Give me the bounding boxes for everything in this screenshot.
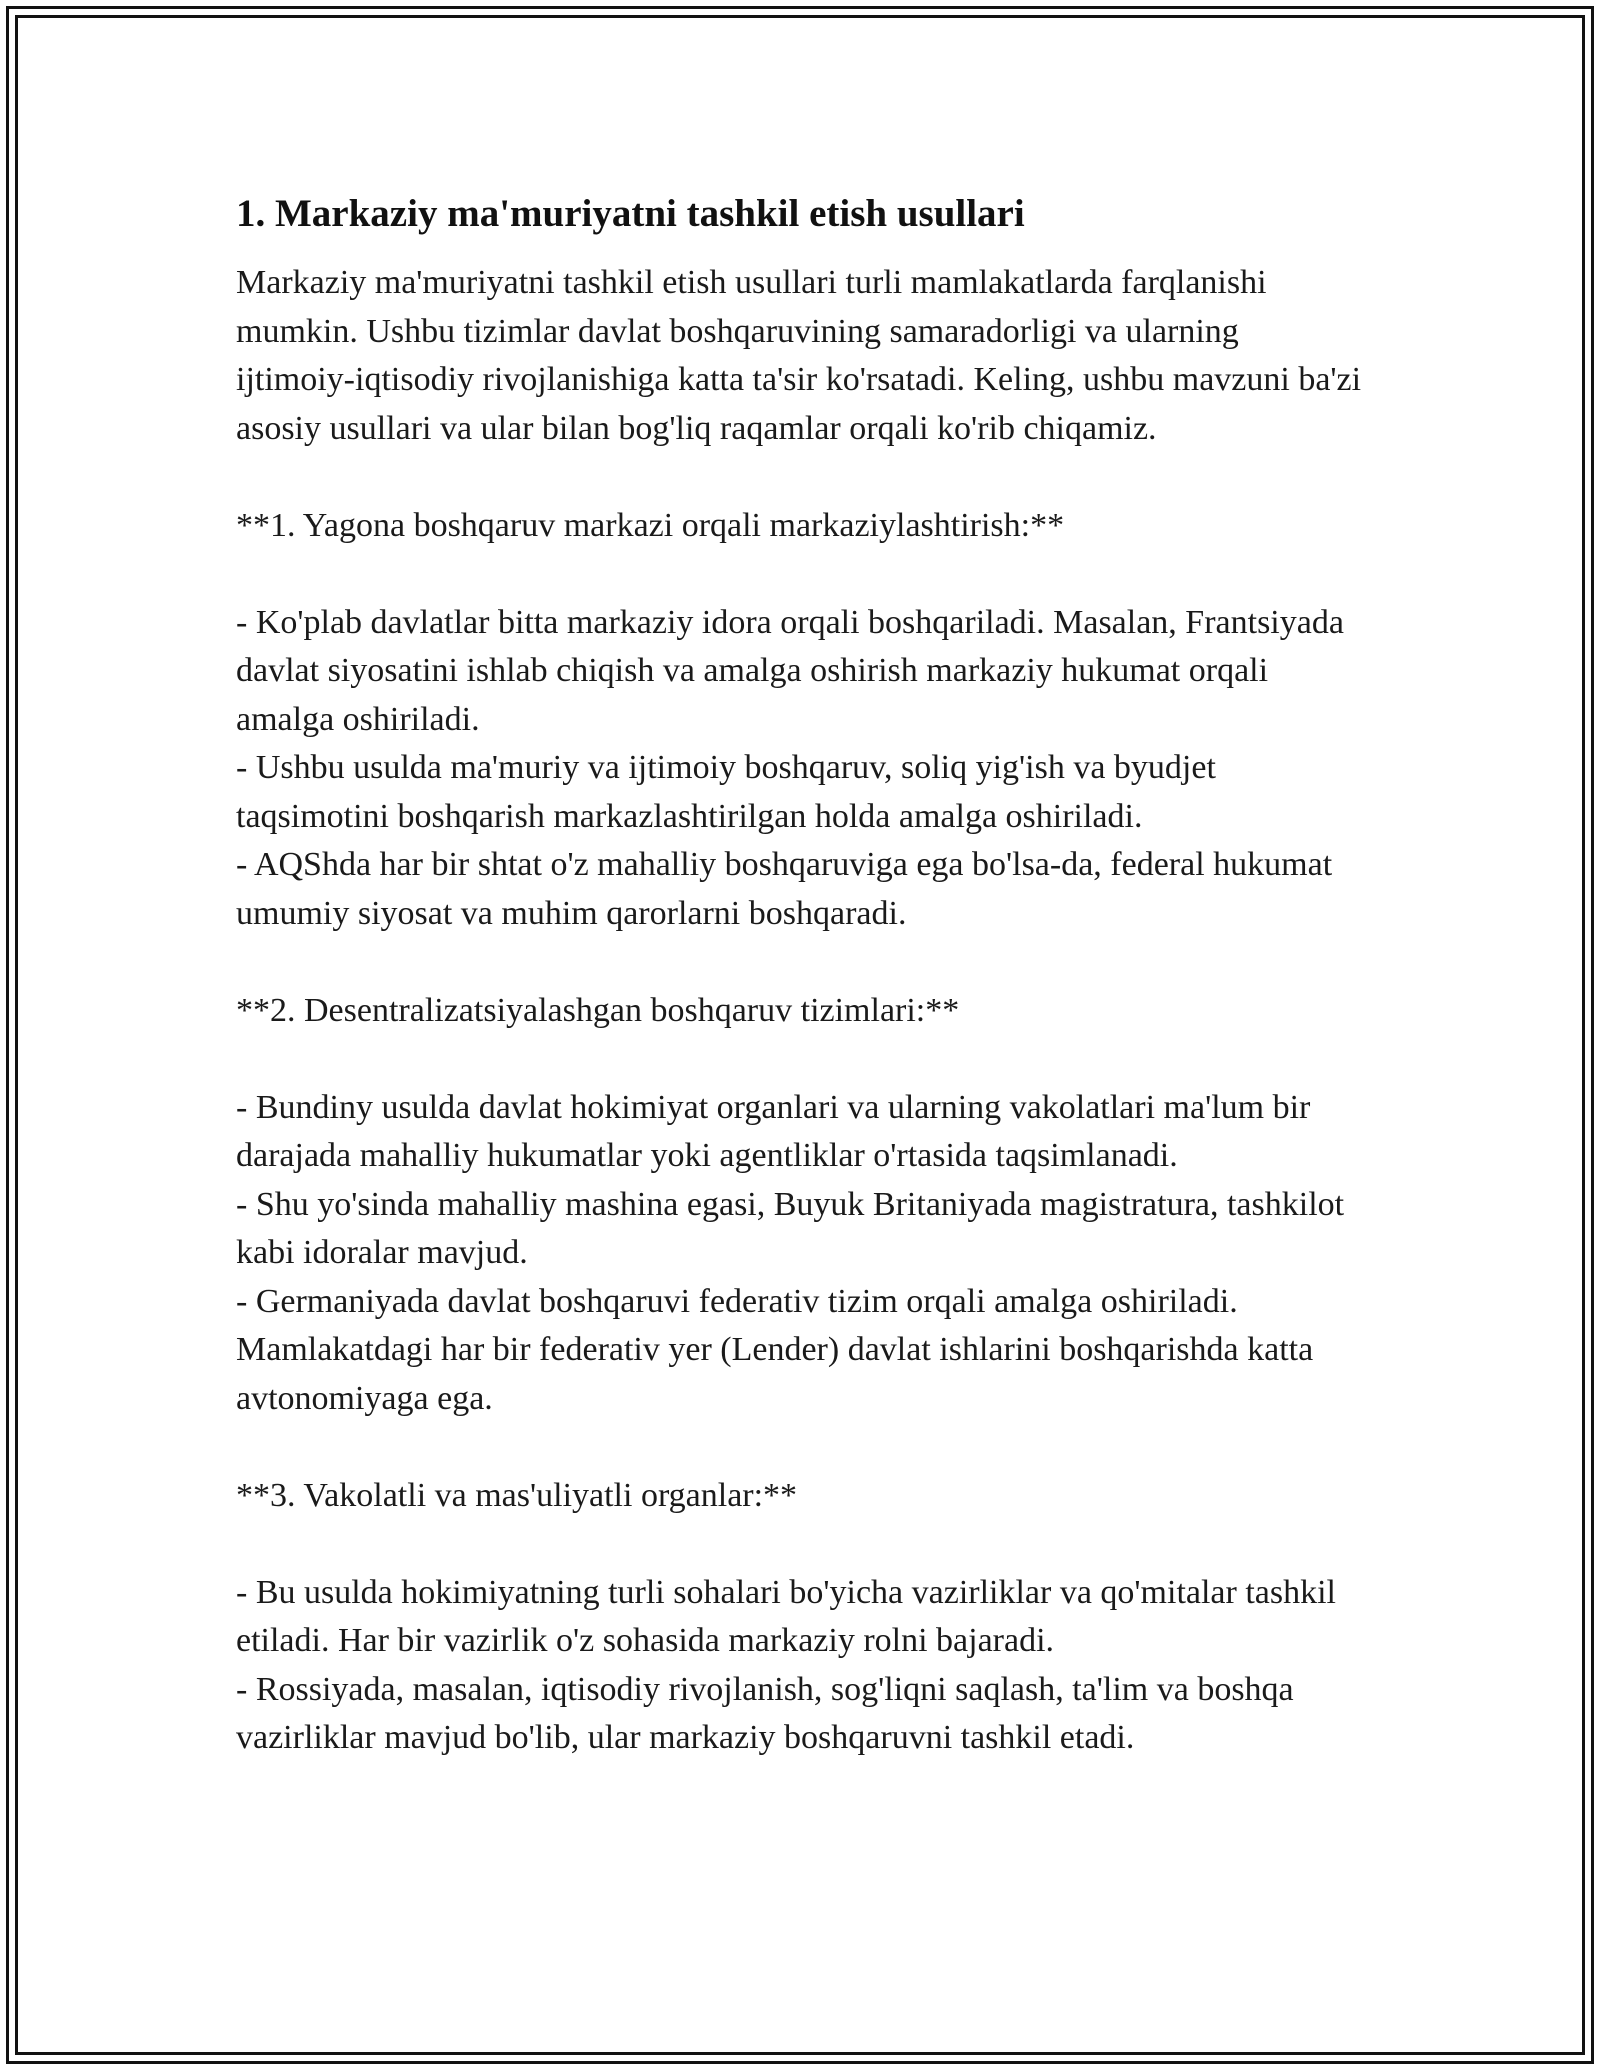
section-heading-2: **2. Desentralizatsiyalashgan boshqaruv tizimlari:** xyxy=(236,991,960,1029)
section-2-bullet-1: - Bundiny usulda davlat hokimiyat organlari va ularning vakolatlari ma'lum bir darajada mahalliy hukumatlar yoki agentliklar o'rtasida taqsimlanadi. xyxy=(236,1088,1311,1174)
section-3-bullet-1: - Bu usulda hokimiyatning turli sohalari bo'yicha vazirliklar va qo'mitalar tashkil etiladi. Har bir vazirlik o'z sohasida markaziy rolni bajaradi. xyxy=(236,1573,1337,1659)
section-1-bullet-2: - Ushbu usulda ma'muriy va ijtimoiy boshqaruv, soliq yig'ish va byudjet taqsimotini boshqarish markazlashtirilgan holda amalga oshiriladi. xyxy=(236,749,1216,835)
section-heading-1: **1. Yagona boshqaruv markazi orqali markaziylashtirish:** xyxy=(236,506,1065,544)
spacer xyxy=(236,453,1366,502)
spacer xyxy=(236,550,1366,599)
document-body xyxy=(236,185,1366,1763)
section-2-bullet-2: - Shu yo'sinda mahalliy mashina egasi, Buyuk Britaniyada magistratura, tashkilot kabi idoralar mavjud. xyxy=(236,1185,1345,1271)
spacer xyxy=(236,1423,1366,1472)
spacer xyxy=(236,938,1366,987)
section-3-bullet-2: - Rossiyada, masalan, iqtisodiy rivojlanish, sog'liqni saqlash, ta'lim va boshqa vazirliklar mavjud bo'lib, ular markaziy boshqaruvni tashkil etadi. xyxy=(236,1670,1294,1756)
section-2-bullet-3: - Germaniyada davlat boshqaruvi federativ tizim orqali amalga oshiriladi. Mamlakatdagi har bir federativ yer (Lender) davlat ishlarini boshqarishda katta avtonomiyaga ega. xyxy=(236,1282,1314,1417)
spacer xyxy=(236,1520,1366,1569)
intro-paragraph: Markaziy ma'muriyatni tashkil etish usullari turli mamlakatlarda farqlanishi mumkin. Ushbu tizimlar davlat boshqaruvining samaradorligi va ularning ijtimoiy-iqtisodiy rivojlanishiga katta ta'sir ko'rsatadi. Keling, ushbu mavzuni ba'zi asosiy usullari va ular bilan bog'liq raqamlar orqali ko'rib chiqamiz. xyxy=(236,264,1362,447)
spacer xyxy=(236,1035,1366,1084)
section-1-bullet-3: - AQShda har bir shtat o'z mahalliy boshqaruviga ega bo'lsa-da, federal hukumat umumiy siyosat va muhim qarorlarni boshqaradi. xyxy=(236,846,1333,932)
section-1-bullet-1: - Ko'plab davlatlar bitta markaziy idora orqali boshqariladi. Masalan, Frantsiyada davlat siyosatini ishlab chiqish va amalga oshirish markaziy hukumat orqali amalga oshiriladi. xyxy=(236,603,1344,738)
document-title: 1. Markaziy ma'muriyatni tashkil etish usullari xyxy=(236,192,1025,235)
section-heading-3: **3. Vakolatli va mas'uliyatli organlar:** xyxy=(236,1476,798,1514)
